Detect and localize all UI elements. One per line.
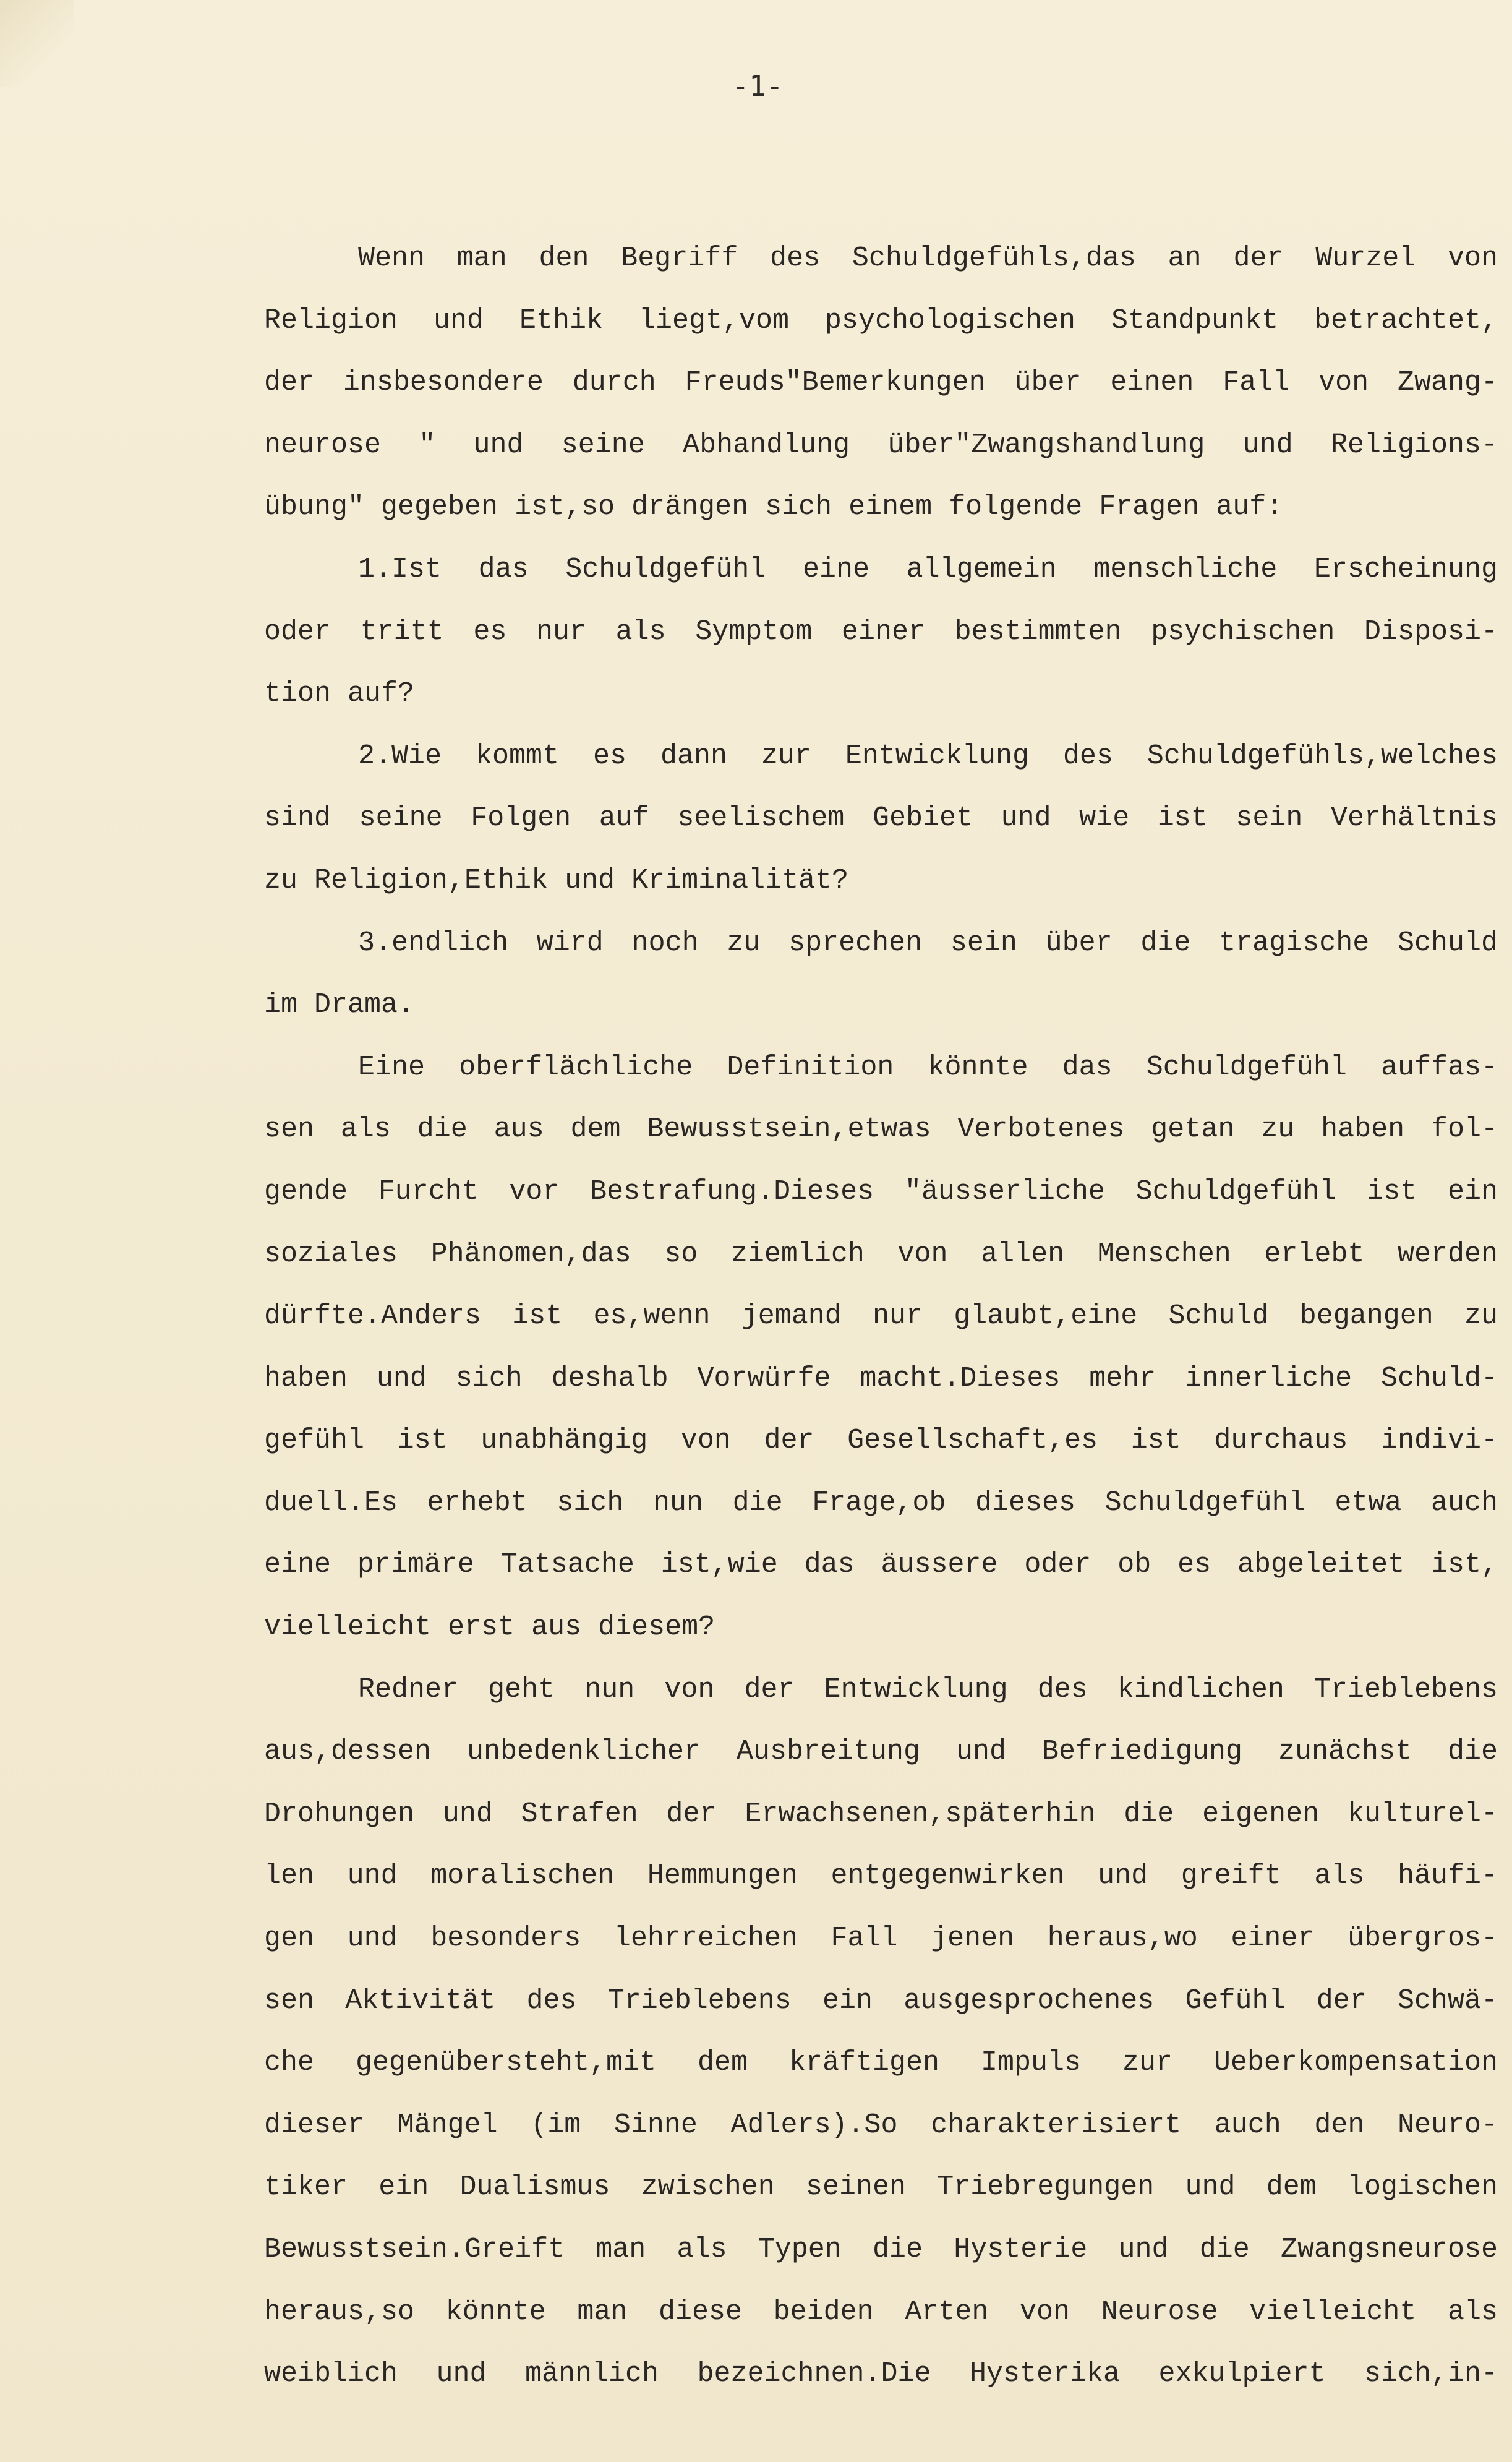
text-line-30: che gegenübersteht,mit dem kräftigen Impuls zur Ueberkompensation	[264, 2047, 1498, 2079]
text-line-15: sen als die aus dem Bewusstsein,etwas Verbotenes getan zu haben fol-	[264, 1113, 1498, 1146]
text-line-32: tiker ein Dualismus zwischen seinen Triebregungen und dem logischen	[264, 2171, 1498, 2203]
text-line-27: len und moralischen Hemmungen entgegenwirken und greift als häufi-	[264, 1860, 1498, 1892]
text-line-29: sen Aktivität des Trieblebens ein ausgesprochenes Gefühl der Schwä-	[264, 1984, 1498, 2017]
page-number: -1-	[732, 69, 784, 103]
page-corner-shading	[0, 0, 74, 87]
text-line-20: gefühl ist unabhängig von der Gesellschaft,es ist durchaus indivi-	[264, 1425, 1498, 1457]
text-line-10: sind seine Folgen auf seelischem Gebiet und wie ist sein Verhältnis	[264, 802, 1498, 834]
text-line-21: duell.Es erhebt sich nun die Frage,ob dieses Schuldgefühl etwa auch	[264, 1486, 1498, 1519]
text-line-13: im Drama.	[264, 989, 415, 1021]
text-line-8: tion auf?	[264, 678, 415, 710]
text-line-31: dieser Mängel (im Sinne Adlers).So charakterisiert auch den Neuro-	[264, 2109, 1498, 2141]
text-line-6: 1.Ist das Schuldgefühl eine allgemein menschliche Erscheinung	[358, 553, 1498, 585]
text-line-2: Religion und Ethik liegt,vom psychologischen Standpunkt betrachtet,	[264, 304, 1498, 337]
text-line-5: übung" gegeben ist,so drängen sich einem folgende Fragen auf:	[264, 491, 1283, 523]
text-line-14: Eine oberflächliche Definition könnte das Schuldgefühl auffas-	[358, 1051, 1498, 1083]
text-line-35: weiblich und männlich bezeichnen.Die Hysterika exkulpiert sich,in-	[264, 2358, 1498, 2390]
text-line-26: Drohungen und Strafen der Erwachsenen,späterhin die eigenen kulturel-	[264, 1798, 1498, 1830]
text-line-12: 3.endlich wird noch zu sprechen sein über die tragische Schuld	[358, 927, 1498, 959]
text-line-34: heraus,so könnte man diese beiden Arten von Neurose vielleicht als	[264, 2296, 1498, 2328]
text-line-4: neurose " und seine Abhandlung über"Zwangshandlung und Religions-	[264, 429, 1498, 461]
text-line-19: haben und sich deshalb Vorwürfe macht.Dieses mehr innerliche Schuld-	[264, 1362, 1498, 1394]
text-line-22: eine primäre Tatsache ist,wie das äussere oder ob es abgeleitet ist,	[264, 1549, 1498, 1581]
text-line-25: aus,dessen unbedenklicher Ausbreitung und Befriedigung zunächst die	[264, 1736, 1498, 1768]
text-line-24: Redner geht nun von der Entwicklung des kindlichen Trieblebens	[358, 1673, 1498, 1705]
text-line-16: gende Furcht vor Bestrafung.Dieses "äusserliche Schuldgefühl ist ein	[264, 1175, 1498, 1207]
text-line-17: soziales Phänomen,das so ziemlich von allen Menschen erlebt werden	[264, 1238, 1498, 1270]
text-line-9: 2.Wie kommt es dann zur Entwicklung des Schuldgefühls,welches	[358, 740, 1498, 772]
text-line-11: zu Religion,Ethik und Kriminalität?	[264, 864, 849, 896]
text-line-28: gen und besonders lehrreichen Fall jenen heraus,wo einer übergros-	[264, 1923, 1498, 1955]
text-line-33: Bewusstsein.Greift man als Typen die Hysterie und die Zwangsneurose	[264, 2234, 1498, 2265]
typewritten-body	[264, 228, 1498, 2406]
text-line-18: dürfte.Anders ist es,wenn jemand nur glaubt,eine Schuld begangen zu	[264, 1300, 1498, 1332]
text-line-3: der insbesondere durch Freuds"Bemerkungen über einen Fall von Zwang-	[264, 367, 1498, 399]
text-line-7: oder tritt es nur als Symptom einer bestimmten psychischen Disposi-	[264, 616, 1498, 648]
text-line-23: vielleicht erst aus diesem?	[264, 1611, 715, 1644]
text-line-1: Wenn man den Begriff des Schuldgefühls,das an der Wurzel von	[358, 242, 1498, 274]
